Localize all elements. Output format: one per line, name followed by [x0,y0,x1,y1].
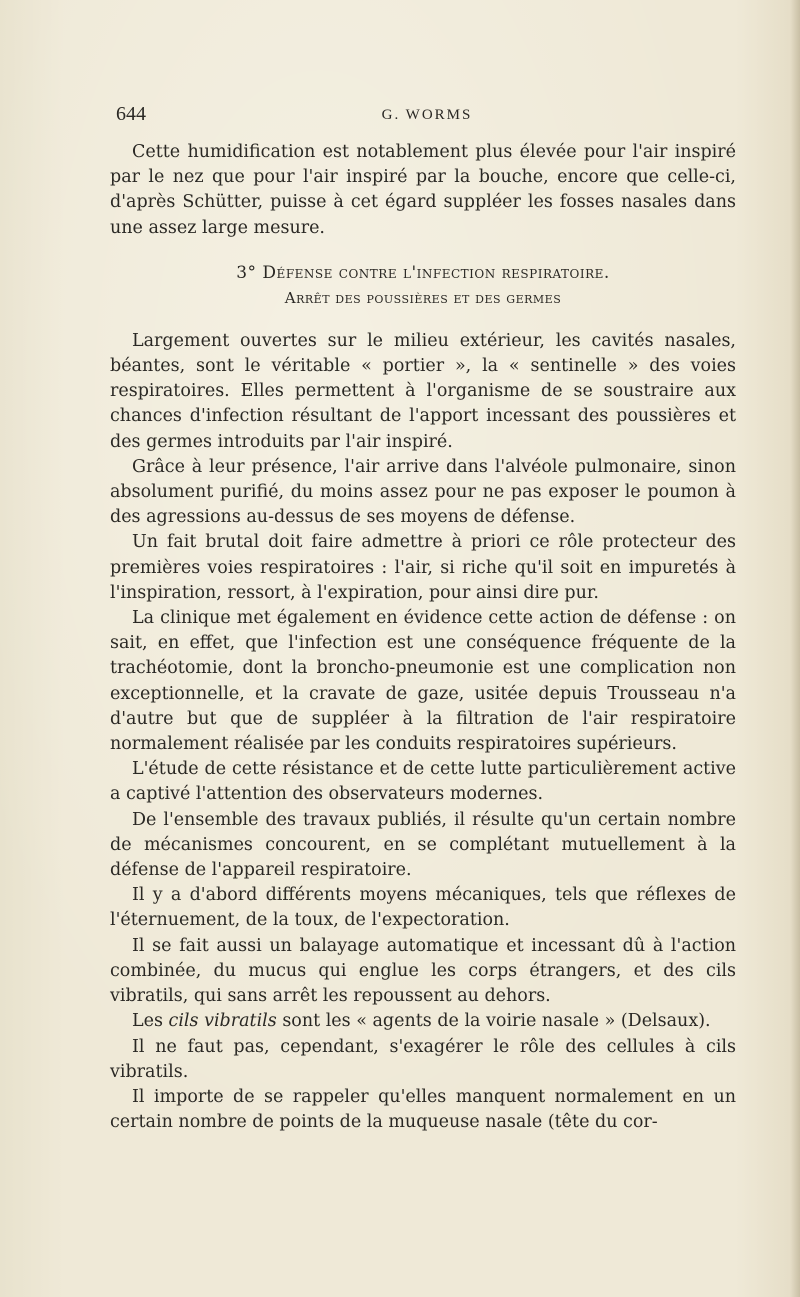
paragraph-10-italic: cils vibratils [168,1011,277,1032]
section-heading [110,261,736,311]
paragraph-10-start: Les [132,1011,169,1032]
paragraph-1: Cette humidification est notablement plus élevée pour l'air inspiré par le nez que pour l'air inspiré par la bouche, encore que celle-ci, d'après Schütter, puisse à cet égard suppléer les fosses nasales dans une assez large mesure. [110,142,736,238]
body-text [110,140,736,1135]
paragraph-7: De l'ensemble des travaux publiés, il résulte qu'un certain nombre de mécanismes concourent, en se complétant mutuellement à la défense de l'appareil respiratoire. [110,809,736,881]
paragraph-8: Il y a d'abord différents moyens mécaniques, tels que réflexes de l'éternuement, de la toux, de l'expectoration. [110,885,736,931]
paragraph-6: L'étude de cette résistance et de cette lutte particulièrement active a captivé l'attention des observateurs modernes. [110,759,736,805]
paragraph-10 [110,1009,736,1034]
running-head: G. WORMS [381,107,473,123]
section-heading-line-2: Arrêt des poussières et des germes [284,288,562,307]
paragraph-11: Il ne faut pas, cependant, s'exagérer le rôle des cellules à cils vibratils. [110,1036,736,1082]
paragraph-3: Grâce à leur présence, l'air arrive dans l'alvéole pulmonaire, sinon absolument purifié, du moins assez pour ne pas exposer le poumon à des agressions au-dessus de ses moyens de défense. [110,456,736,528]
page-number: 644 [116,103,146,125]
paragraph-2: Largement ouvertes sur le milieu extérieur, les cavités nasales, béantes, sont le véritable « portier », la « sentinelle » des voies respiratoires. Elles permettent à l'organisme de se soustraire aux chances d'infection résultant de l'apport incessant des poussières et des germes introduits par l'air inspiré. [110,330,736,452]
page-edge-shadow [790,0,800,1297]
section-heading-line-1: 3° Défense contre l'infection respiratoire. [236,262,610,283]
page-header [116,103,738,131]
paragraph-9: Il se fait aussi un balayage automatique et incessant dû à l'action combinée, du mucus qui englue les corps étrangers, et des cils vibratils, qui sans arrêt les repoussent au dehors. [110,935,736,1007]
paragraph-4: Un fait brutal doit faire admettre à priori ce rôle protecteur des premières voies respiratoires : l'air, si riche qu'il soit en impuretés à l'inspiration, ressort, à l'expiration, pour ainsi dire pur. [110,532,736,603]
paragraph-12: Il importe de se rappeler qu'elles manquent normalement en un certain nombre de points de la muqueuse nasale (tête du cor- [110,1086,736,1133]
paragraph-10-end: sont les « agents de la voirie nasale » (Delsaux). [276,1011,711,1032]
paragraph-5: La clinique met également en évidence cette action de défense : on sait, en effet, que l'infection est une conséquence fréquente de la trachéotomie, dont la broncho-pneumonie est une complication non exceptionnelle, et la cravate de gaze, usitée depuis Trousseau n'a d'autre but que de suppléer à la filtration de l'air respiratoire normalement réalisée par les conduits respiratoires supérieurs. [110,608,736,755]
